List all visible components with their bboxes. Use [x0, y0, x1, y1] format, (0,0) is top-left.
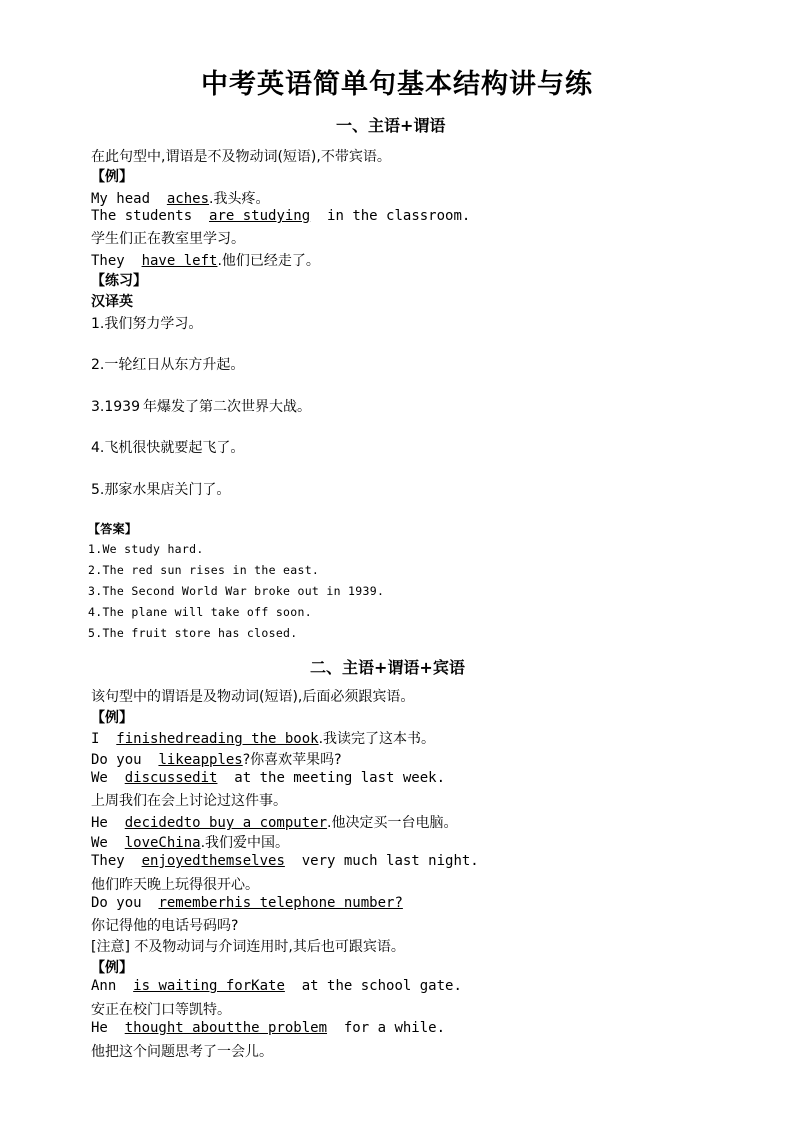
sentence-end: .他们已经走了。: [217, 253, 320, 269]
example-sentence: [91, 250, 320, 270]
note-text: [注意] 不及物动词与介词连用时,其后也可跟宾语。: [91, 939, 405, 955]
underlined-predicate: likeapples: [158, 752, 243, 768]
sentence-start: They: [91, 253, 142, 269]
answer-tag: 【答案】: [88, 522, 138, 536]
example-sentence: [91, 770, 445, 786]
underlined-predicate: discussedit: [124, 770, 218, 786]
sentence-end: at the meeting last week.: [217, 770, 446, 786]
example-translation: 学生们正在教室里学习。: [91, 231, 245, 247]
underlined-predicate: decidedto buy a computer: [124, 815, 328, 831]
example-translation: 他把这个问题思考了一会儿。: [91, 1044, 273, 1060]
sentence-end: .我们爱中国。: [200, 835, 290, 851]
example-translation: 他们昨天晚上玩得很开心。: [91, 877, 259, 893]
answer-item: 5.The fruit store has closed.: [88, 626, 298, 640]
example-translation: 安正在校门口等凯特。: [91, 1002, 231, 1018]
practice-question: 5.那家水果店关门了。: [91, 482, 231, 498]
sentence-end: .我读完了这本书。: [318, 731, 436, 747]
practice-question: 4.飞机很快就要起飞了。: [91, 440, 245, 456]
example-sentence: [91, 749, 342, 769]
underlined-predicate: rememberhis telephone number?: [158, 895, 403, 911]
sentence-start: They: [91, 853, 142, 869]
answer-item: 2.The red sun rises in the east.: [88, 563, 320, 577]
practice-question: 2.一轮红日从东方升起。: [91, 357, 245, 373]
example-sentence: [91, 208, 470, 224]
answer-item: 3.The Second World War broke out in 1939.: [88, 584, 385, 598]
sentence-start: We: [91, 835, 125, 851]
sentence-end: .他决定买一台电脑。: [327, 815, 458, 831]
sentence-start: My head: [91, 191, 167, 207]
practice-question: 1.我们努力学习。: [91, 316, 203, 332]
underlined-predicate: is waiting forKate: [133, 978, 285, 994]
sentence-end: ?你喜欢苹果吗?: [242, 752, 342, 768]
underlined-predicate: enjoyedthemselves: [141, 853, 285, 869]
sentence-start: Do you: [91, 895, 159, 911]
sentence-end: at the school gate.: [284, 978, 462, 994]
example-sentence: [91, 978, 462, 994]
practice-type: 汉译英: [91, 294, 133, 310]
sentence-start: Ann: [91, 978, 134, 994]
underlined-predicate: thought aboutthe problem: [124, 1020, 328, 1036]
underlined-predicate: aches: [166, 191, 210, 207]
practice-question: [91, 396, 311, 416]
sentence-end: for a while.: [327, 1020, 446, 1036]
example-sentence: [91, 1020, 445, 1036]
example-sentence: [91, 728, 435, 748]
sentence-end: in the classroom.: [310, 208, 471, 224]
example-translation: 上周我们在会上讨论过这件事。: [91, 793, 287, 809]
section1-heading: 一、主语+谓语: [336, 116, 446, 135]
sentence-end: very much last night.: [284, 853, 479, 869]
example-sentence: [91, 895, 403, 911]
section1-example-tag: 【例】: [91, 169, 133, 185]
section2-intro: 该句型中的谓语是及物动词(短语),后面必须跟宾语。: [91, 689, 415, 705]
sentence-start: He: [91, 815, 125, 831]
practice-tag: 【练习】: [91, 273, 147, 289]
answer-item: 1.We study hard.: [88, 542, 204, 556]
example-sentence: [91, 188, 269, 208]
section2-heading: 二、主语+谓语+宾语: [310, 658, 465, 677]
section2-example-tag-2: 【例】: [91, 960, 133, 976]
sentence-start: The students: [91, 208, 210, 224]
example-sentence: [91, 812, 457, 832]
sentence-end: .我头疼。: [209, 191, 270, 207]
underlined-predicate: loveChina: [124, 835, 201, 851]
question-number: 3.1939: [91, 399, 140, 415]
page-title: 中考英语简单句基本结构讲与练: [201, 69, 593, 100]
answer-item: 4.The plane will take off soon.: [88, 605, 312, 619]
sentence-start: We: [91, 770, 125, 786]
example-sentence: [91, 853, 479, 869]
underlined-predicate: have left: [141, 253, 218, 269]
section2-example-tag: 【例】: [91, 710, 133, 726]
example-sentence: [91, 832, 289, 852]
underlined-predicate: are studying: [209, 208, 311, 224]
sentence-start: He: [91, 1020, 125, 1036]
underlined-predicate: finishedreading the book: [116, 731, 319, 747]
example-translation: 你记得他的电话号码吗?: [91, 918, 239, 934]
sentence-start: I: [91, 731, 117, 747]
section1-intro: 在此句型中,谓语是不及物动词(短语),不带宾语。: [91, 149, 391, 165]
question-text: 年爆发了第二次世界大战。: [143, 399, 311, 415]
sentence-start: Do you: [91, 752, 159, 768]
